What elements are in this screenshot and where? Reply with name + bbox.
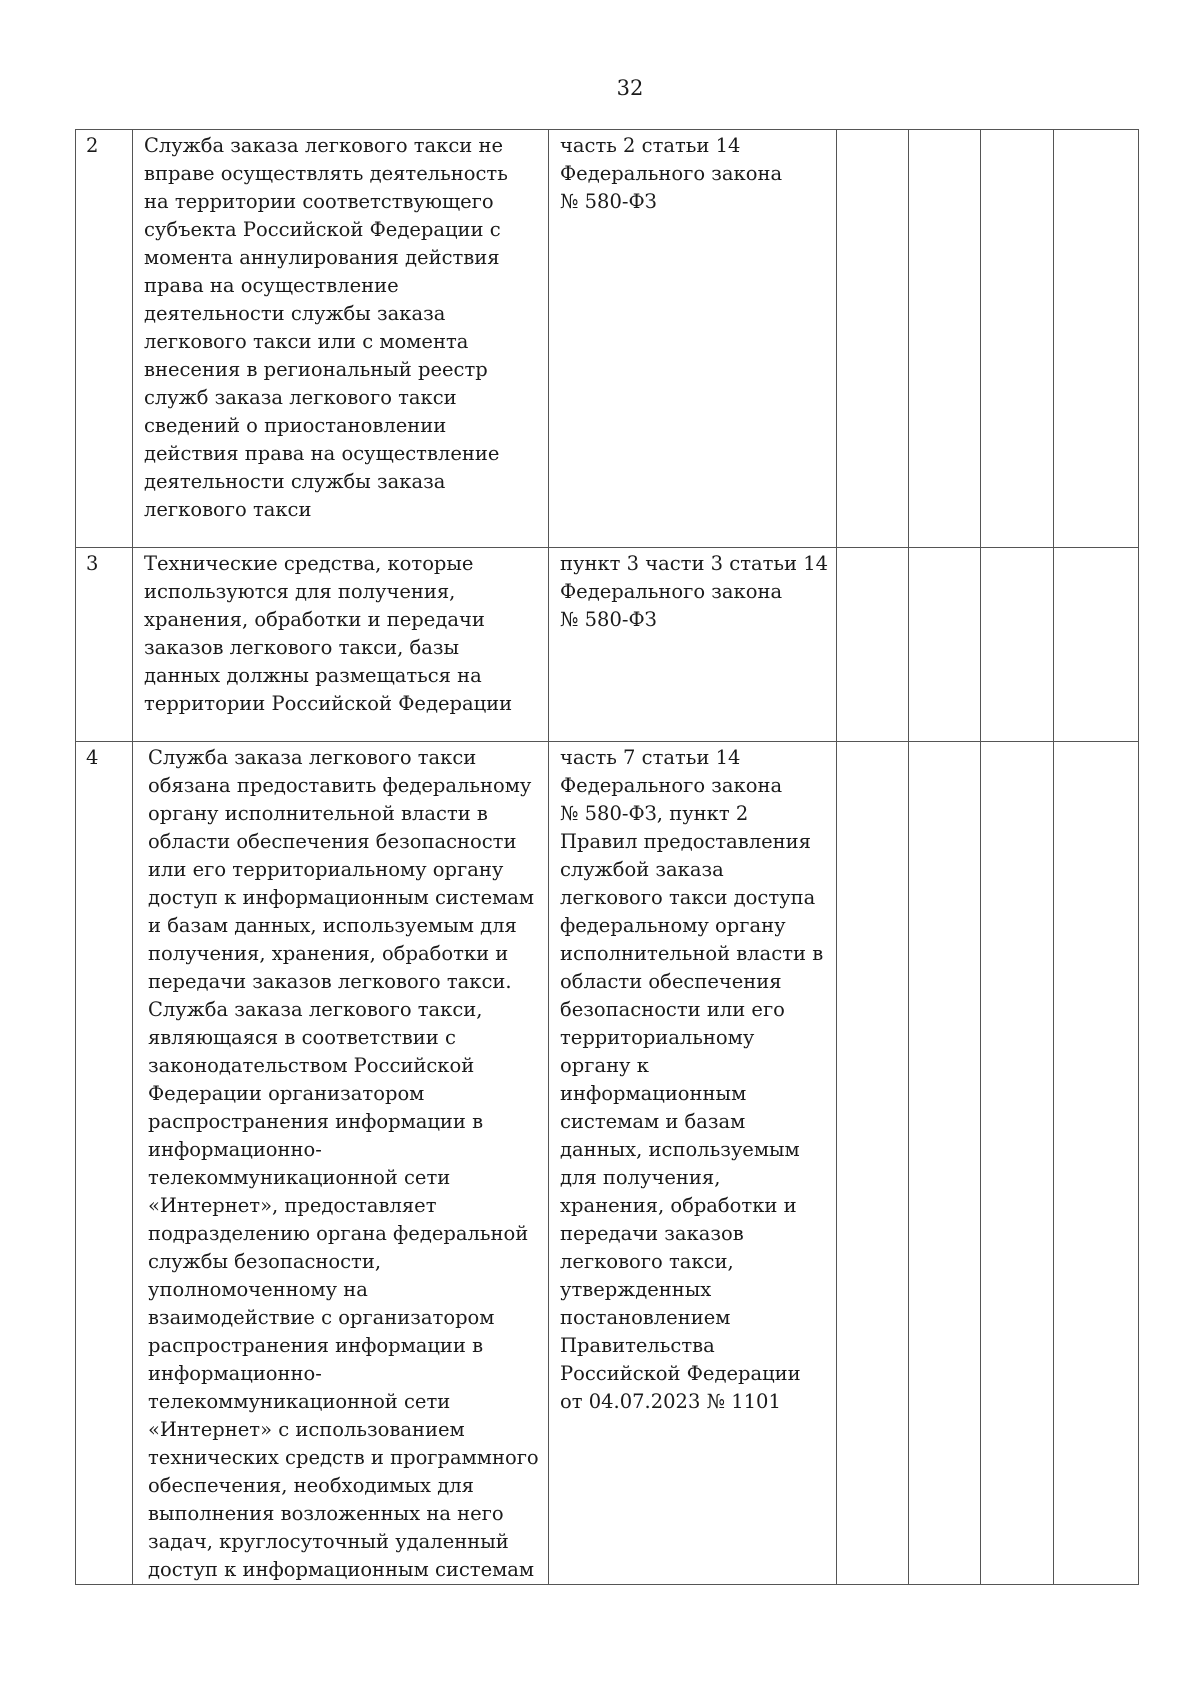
requirement-text <box>133 548 548 718</box>
text-line: Федерации организатором <box>148 1082 425 1105</box>
text-line: легкового такси, <box>560 1250 734 1273</box>
requirement-text <box>133 742 548 1584</box>
text-line: субъекта Российской Федерации с <box>144 218 501 241</box>
empty-cell <box>909 548 981 742</box>
text-line: Служба заказа легкового такси <box>148 746 477 769</box>
text-line: взаимодействие с организатором <box>148 1306 495 1329</box>
text-line: или его территориальному органу <box>148 858 504 881</box>
empty-cell <box>837 130 909 548</box>
text-line: информационно- <box>148 1138 322 1161</box>
requirement-cell <box>133 548 549 742</box>
text-line: пункт 3 части 3 статьи 14 <box>560 552 829 575</box>
text-line: внесения в региональный реестр <box>144 358 488 381</box>
text-line: сведений о приостановлении <box>144 414 447 437</box>
text-line: Правительства <box>560 1334 715 1357</box>
text-line: территориальному <box>560 1026 755 1049</box>
text-line: органу исполнительной власти в <box>148 802 488 825</box>
text-line: обязана предоставить федеральному <box>148 774 532 797</box>
text-line: права на осуществление <box>144 274 399 297</box>
text-line: технических средств и программного <box>148 1446 539 1469</box>
text-line: № 580-ФЗ <box>560 608 657 631</box>
text-line: деятельности службы заказа <box>144 470 446 493</box>
text-line: № 580-ФЗ, пункт 2 <box>560 802 749 825</box>
text-line: подразделению органа федеральной <box>148 1222 529 1245</box>
text-line: часть 2 статьи 14 <box>560 134 741 157</box>
text-line: «Интернет», предоставляет <box>148 1194 437 1217</box>
requirement-text <box>133 130 548 524</box>
legal-reference-cell <box>549 130 837 548</box>
text-line: законодательством Российской <box>148 1054 475 1077</box>
table-row <box>76 742 1139 1585</box>
text-line: действия права на осуществление <box>144 442 500 465</box>
requirements-table <box>75 129 1139 1585</box>
legal-reference-cell <box>549 548 837 742</box>
table-row <box>76 548 1139 742</box>
empty-cell <box>1054 548 1139 742</box>
text-line: службы безопасности, <box>148 1250 382 1273</box>
text-line: области обеспечения <box>560 970 782 993</box>
text-line: данных, используемым <box>560 1138 800 1161</box>
table-row <box>76 130 1139 548</box>
text-line: информационным <box>560 1082 747 1105</box>
row-number-cell <box>76 548 133 742</box>
text-line: доступ к информационным системам <box>148 886 535 909</box>
text-line: Правил предоставления <box>560 830 811 853</box>
legal-reference-cell <box>549 742 837 1585</box>
text-line: задач, круглосуточный удаленный <box>148 1530 509 1553</box>
text-line: территории Российской Федерации <box>144 692 513 715</box>
empty-cell <box>1054 130 1139 548</box>
text-line: выполнения возложенных на него <box>148 1502 504 1525</box>
empty-cell <box>981 548 1054 742</box>
text-line: области обеспечения безопасности <box>148 830 517 853</box>
text-line: органу к <box>560 1054 649 1077</box>
text-line: федеральному органу <box>560 914 786 937</box>
text-line: часть 7 статьи 14 <box>560 746 741 769</box>
empty-cell <box>981 742 1054 1585</box>
empty-cell <box>981 130 1054 548</box>
text-line: передачи заказов <box>560 1222 744 1245</box>
text-line: Служба заказа легкового такси, <box>148 998 483 1021</box>
text-line: постановлением <box>560 1306 731 1329</box>
text-line: для получения, <box>560 1166 721 1189</box>
empty-cell <box>1054 742 1139 1585</box>
text-line: служб заказа легкового такси <box>144 386 457 409</box>
text-line: Технические средства, которые <box>144 552 474 575</box>
text-line: являющаяся в соответствии с <box>148 1026 456 1049</box>
text-line: системам и базам <box>560 1110 746 1133</box>
text-line: Российской Федерации <box>560 1362 801 1385</box>
text-line: данных должны размещаться на <box>144 664 482 687</box>
legal-reference-text <box>549 130 836 216</box>
text-line: Федерального закона <box>560 774 783 797</box>
text-line: уполномоченному на <box>148 1278 368 1301</box>
text-line: обеспечения, необходимых для <box>148 1474 474 1497</box>
text-line: телекоммуникационной сети <box>148 1390 451 1413</box>
text-line: хранения, обработки и передачи <box>144 608 485 631</box>
text-line: информационно- <box>148 1362 322 1385</box>
text-line: деятельности службы заказа <box>144 302 446 325</box>
empty-cell <box>909 742 981 1585</box>
text-line: утвержденных <box>560 1278 712 1301</box>
row-number: 3 <box>86 552 99 575</box>
row-number-cell <box>76 742 133 1585</box>
requirement-cell <box>133 130 549 548</box>
page-number: 32 <box>616 76 644 100</box>
text-line: от 04.07.2023 № 1101 <box>560 1390 781 1413</box>
text-line: Федерального закона <box>560 162 783 185</box>
row-number-cell <box>76 130 133 548</box>
text-line: передачи заказов легкового такси. <box>148 970 512 993</box>
text-line: Федерального закона <box>560 580 783 603</box>
row-number: 4 <box>86 746 99 769</box>
text-line: безопасности или его <box>560 998 785 1021</box>
text-line: телекоммуникационной сети <box>148 1166 451 1189</box>
text-line: заказов легкового такси, базы <box>144 636 460 659</box>
text-line: легкового такси доступа <box>560 886 816 909</box>
text-line: момента аннулирования действия <box>144 246 500 269</box>
empty-cell <box>909 130 981 548</box>
text-line: легкового такси <box>144 498 312 521</box>
legal-reference-text <box>549 742 836 1416</box>
text-line: на территории соответствующего <box>144 190 494 213</box>
text-line: вправе осуществлять деятельность <box>144 162 508 185</box>
text-line: распространения информации в <box>148 1334 484 1357</box>
text-line: Служба заказа легкового такси не <box>144 134 504 157</box>
text-line: хранения, обработки и <box>560 1194 797 1217</box>
requirement-cell <box>133 742 549 1585</box>
text-line: получения, хранения, обработки и <box>148 942 509 965</box>
text-line: легкового такси или с момента <box>144 330 469 353</box>
row-number: 2 <box>86 134 99 157</box>
text-line: распространения информации в <box>148 1110 484 1133</box>
empty-cell <box>837 742 909 1585</box>
text-line: № 580-ФЗ <box>560 190 657 213</box>
text-line: исполнительной власти в <box>560 942 824 965</box>
text-line: «Интернет» с использованием <box>148 1418 465 1441</box>
text-line: службой заказа <box>560 858 724 881</box>
text-line: и базам данных, используемым для <box>148 914 517 937</box>
legal-reference-text <box>549 548 836 634</box>
empty-cell <box>837 548 909 742</box>
text-line: доступ к информационным системам <box>148 1558 535 1581</box>
text-line: используются для получения, <box>144 580 456 603</box>
